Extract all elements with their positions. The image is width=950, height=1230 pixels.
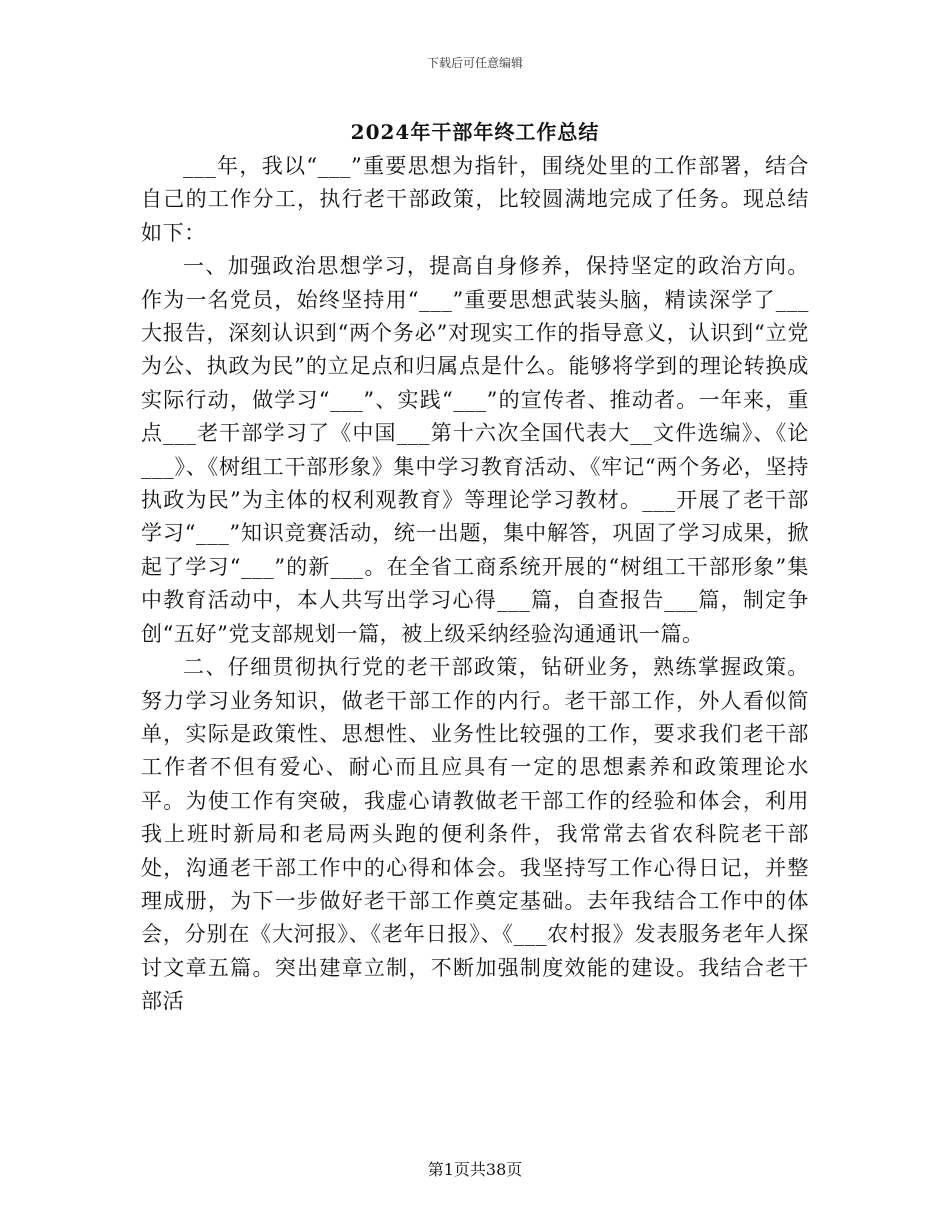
paragraph-intro: ___年，我以“___”重要思想为指针，围绕处里的工作部署，结合自己的工作分工，执行老干部政策，比较圆满地完成了任务。现总结如下： (141, 154, 809, 245)
header-note: 下载后可任意编辑 (426, 56, 523, 70)
page-number: 第1页共38页 (427, 1160, 523, 1179)
document-body (141, 150, 809, 1019)
paragraph-section-2: 二、仔细贯彻执行党的老干部政策，钻研业务，熟练掌握政策。努力学习业务知识，做老干部工作的内行。老干部工作，外人看似简单，实际是政策性、思想性、业务性比较强的工作，要求我们老干部工作者不但有爱心、耐心而且应具有一定的思想素养和政策理论水平。为使工作有突破，我虚心请教做老干部工作的经验和体会，利用我上班时新局和老局两头跑的便利条件，我常常去省农科院老干部处，沟通老干部工作中的心得和体会。我坚持写工作心得日记，并整理成册，为下一步做好老干部工作奠定基础。去年我结合工作中的体会，分别在《大河报》、《老年日报》、《___农村报》发表服务老年人探讨文章五篇。突出建章立制，不断加强制度效能的建设。我结合老干部活 (141, 655, 809, 1014)
document-title: 2024年干部年终工作总结 (350, 120, 600, 144)
paragraph-section-1: 一、加强政治思想学习，提高自身修养，保持坚定的政治方向。作为一名党员，始终坚持用“___”重要思想武装头脑，精读深学了___大报告，深刻认识到“两个务必”对现实工作的指导意义，认识到“立党为公、执政为民”的立足点和归属点是什么。能够将学到的理论转换成实际行动，做学习“___”、实践“___”的宣传者、推动者。一年来，重点___老干部学习了《中国___第十六次全国代表大__文件选编》、《论___》、《树组工干部形象》集中学习教育活动、《牢记“两个务必，坚持执政为民”为主体的权利观教育》等理论学习教材。___开展了老干部学习“___”知识竞赛活动，统一出题，集中解答，巩固了学习成果，掀起了学习“___”的新___。在全省工商系统开展的“树组工干部形象”集中教育活动中，本人共写出学习心得___篇，自查报告___篇，制定争创“五好”党支部规划一篇，被上级采纳经验沟通通讯一篇。 (141, 254, 809, 646)
